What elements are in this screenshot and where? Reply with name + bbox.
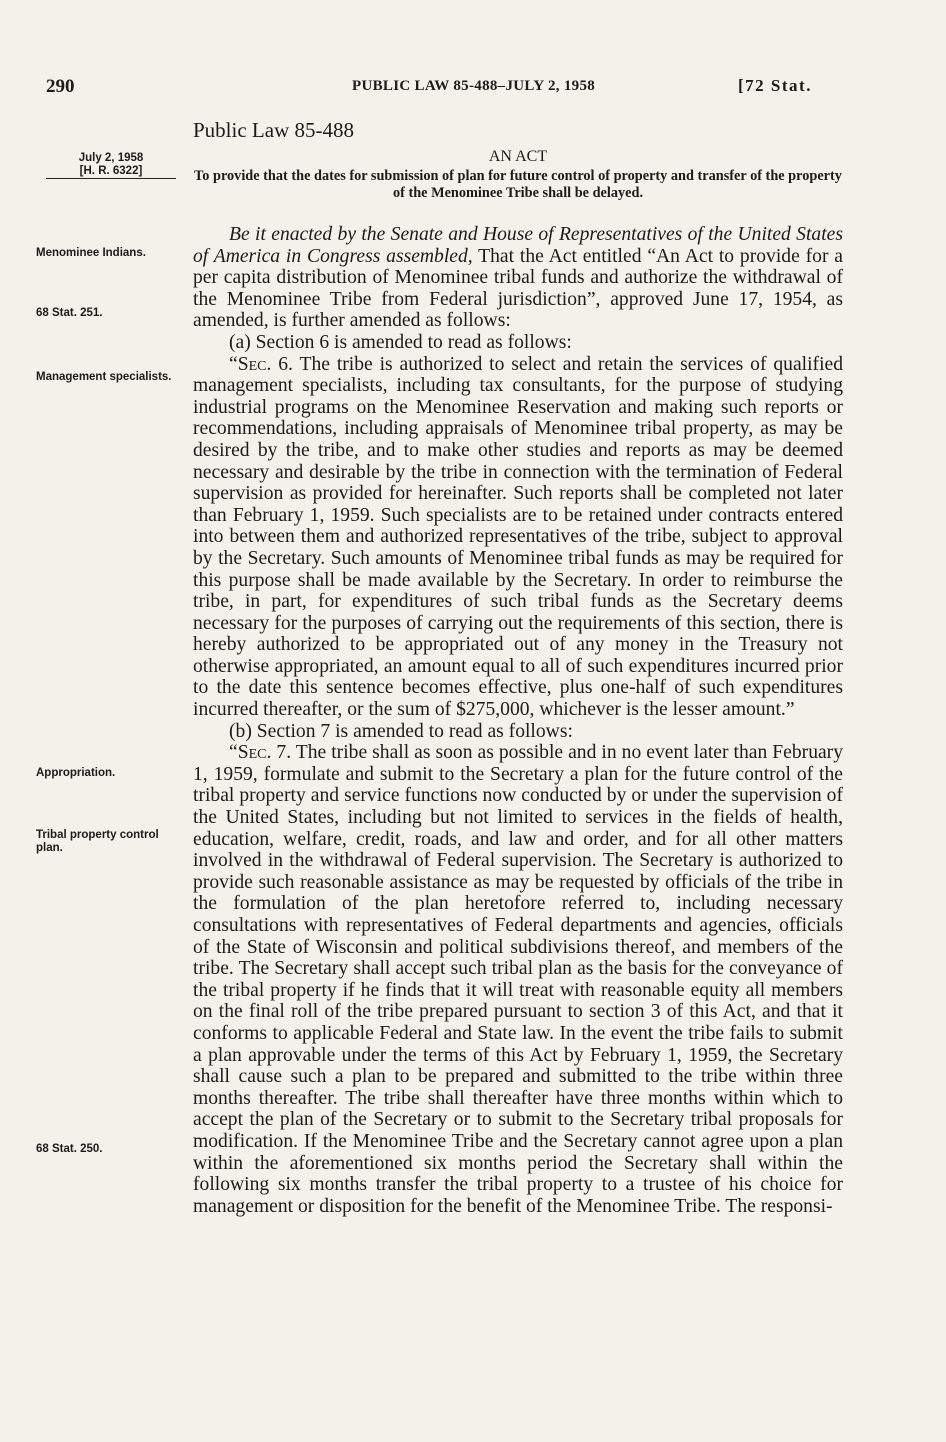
open-quote: “ bbox=[229, 353, 238, 375]
act-body bbox=[193, 224, 843, 1217]
act-purpose: To provide that the dates for submission of plan for future control of property and transfer of the property of the Menominee Tribe shall be delayed. bbox=[194, 168, 842, 201]
subsection-b-intro: (b) Section 7 is amended to read as follows: bbox=[229, 720, 573, 742]
margin-note-stat-250: 68 Stat. 250. bbox=[36, 1143, 103, 1155]
enacting-formula: Be it enacted by the Senate and House of Representatives of the United States of America in Congress assembled, bbox=[193, 224, 843, 267]
running-title: PUBLIC LAW 85-488–JULY 2, 1958 bbox=[352, 78, 596, 94]
section-7-text bbox=[193, 742, 843, 1217]
page-number: 290 bbox=[46, 76, 75, 97]
section-7-body: The tribe shall as soon as possible and in no event later than February 1, 1959, formulate and submit to the Secretary a plan for the future control of the tribal property and service functions now conducted by or under the supervision of the United States, including but not limited to services in the fields of health, education, welfare, credit, roads, and law and order, and for all other matters involved in the withdrawal of Federal supervision. The Secretary is authorized to provide such reasonable assistance as may be requested by officials of the tribe in the formulation of the plan heretofore referred to, including necessary consultations with representatives of Federal departments and agencies, officials of the State of Wisconsin and political subdivisions thereof, and members of the tribe. The Secretary shall accept such tribal plan as the basis for the conveyance of the tribal property if he finds that it will treat with reasonable equity all members on the final roll of the tribe prepared pursuant to section 3 of this Act, and that it conforms to applicable Federal and State law. In the event the tribe fails to submit a plan approvable under the terms of this Act by February 1, 1959, the Secretary shall cause such a plan to be prepared and submitted to the tribe within three months thereafter. The tribe shall thereafter have three months within which to accept the plan of the Secretary or to submit to the Secretary tribal proposals for modification. If the Menominee Tribe and the Secretary cannot agree upon a plan within the aforementioned six months period the Secretary shall within the following six months transfer the tribal property to a trustee of his choice for management or disposition for the benefit of the Menominee Tribe. The responsi- bbox=[193, 742, 844, 1217]
act-heading: AN ACT bbox=[488, 148, 548, 165]
margin-note-control-plan: Tribal property control plan. bbox=[36, 829, 159, 854]
law-title: Public Law 85-488 bbox=[193, 118, 354, 142]
enactment-date-note bbox=[46, 152, 176, 179]
enacting-text: That the Act entitled “An Act to provide for a per capita distribution of Menominee tribal funds and authorize the withdrawal of the Menominee Tribe from Federal jurisdiction”, approved June 17, 1954, as amended, is further amended as follows: bbox=[193, 245, 843, 332]
section-6-text bbox=[193, 354, 843, 721]
bill-number: [H. R. 6322] bbox=[46, 165, 176, 179]
section-6-body: The tribe is authorized to select and retain the services of qualified management specialists, including tax consultants, for the purpose of studying industrial programs on the Menominee Reservation and making such reports or recommendations, including appraisals of Menominee tribal property, as may be desired by the tribe, and to make other studies and reports as may be deemed necessary and desirable by the tribe in connection with the termination of Federal supervision as provided for hereinafter. Such reports shall be completed not later than February 1, 1959. Such specialists are to be retained under contracts entered into between them and authorized representatives of the tribe, subject to approval by the Secretary. Such amounts of Menominee tribal funds as may be required for this purpose shall be made available by the Secretary. In order to reimburse the tribe, in part, for expenditures of such tribal funds as the Secretary deems necessary for the purposes of carrying out the requirements of this section, there is hereby authorized to be appropriated out of any money in the Treasury not otherwise appropriated, an amount equal to all of such expenditures incurred prior to the date this sentence becomes effective, plus one-half of such expenditures incurred thereafter, or the sum of $275,000, whichever is the lesser amount.” bbox=[193, 353, 844, 721]
margin-note-appropriation: Appropriation. bbox=[36, 767, 116, 779]
open-quote: “ bbox=[229, 742, 238, 764]
section-7-label: Sec. 7. bbox=[237, 742, 292, 764]
stat-reference: [72 Stat. bbox=[738, 76, 812, 95]
subsection-a-intro: (a) Section 6 is amended to read as follows: bbox=[229, 331, 572, 353]
margin-note-management: Management specialists. bbox=[36, 371, 172, 383]
margin-note-menominee: Menominee Indians. bbox=[36, 247, 146, 259]
section-6-label: Sec. 6. bbox=[237, 353, 293, 375]
enactment-date: July 2, 1958 bbox=[78, 152, 144, 164]
margin-note-stat-251: 68 Stat. 251. bbox=[36, 307, 103, 319]
enacting-clause bbox=[193, 224, 843, 332]
